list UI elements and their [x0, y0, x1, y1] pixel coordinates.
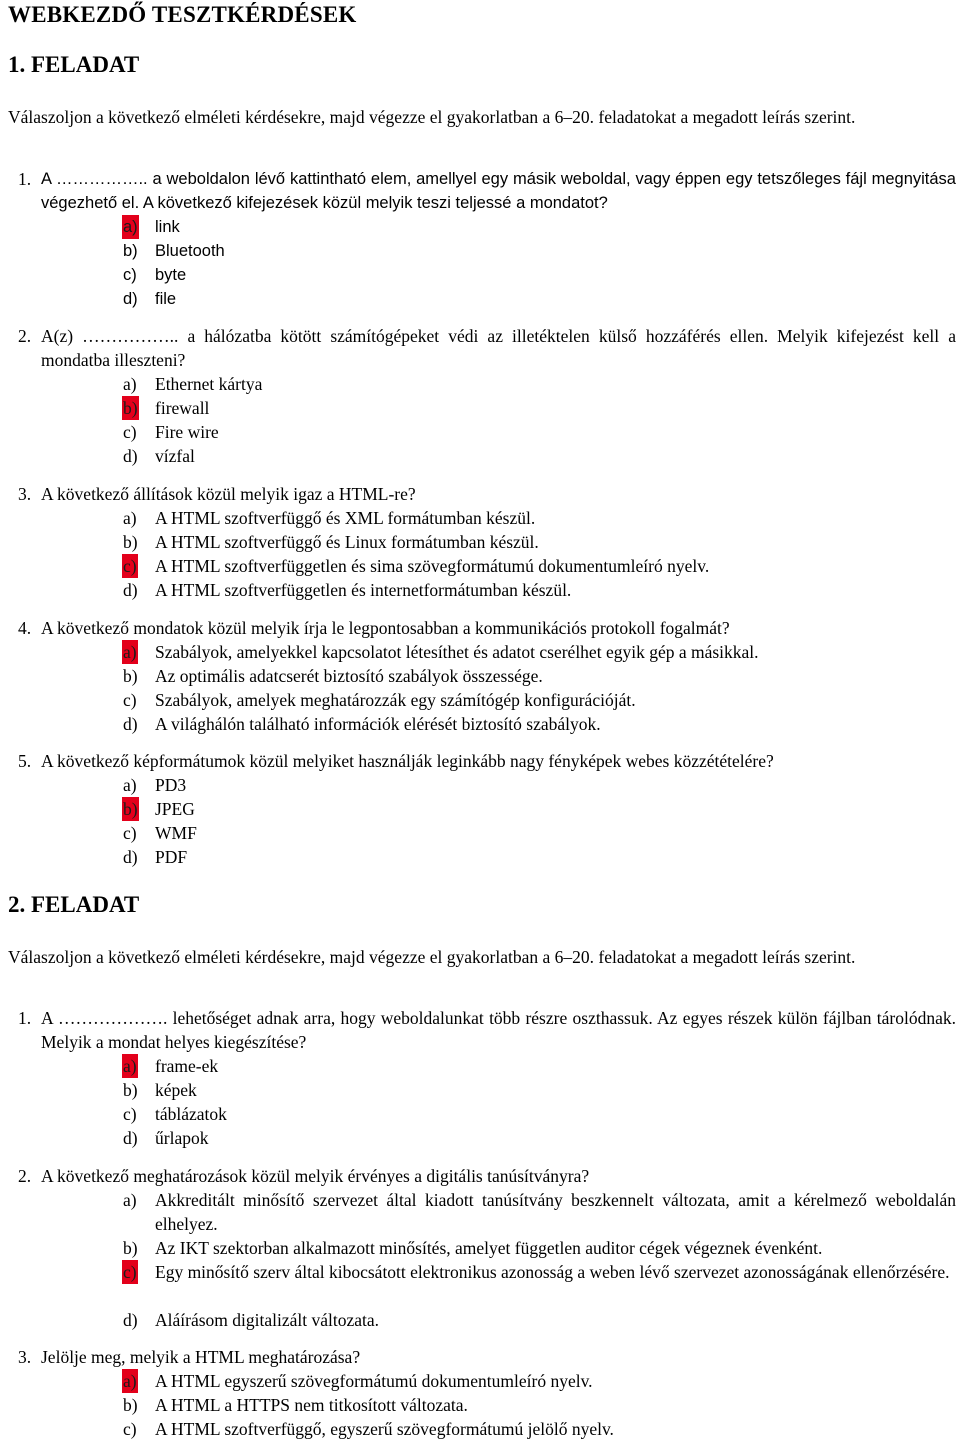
question-text: Jelölje meg, melyik a HTML meghatározása?	[41, 1347, 361, 1367]
answer-letter: d)	[123, 290, 138, 308]
section-intro: Válaszoljon a következő elméleti kérdésekre, majd végezze el gyakorlatban a 6–20. feladatokat a megadott leírás szerint.	[8, 947, 856, 967]
answer-letter-correct: c)	[123, 1262, 137, 1282]
answer-letter: a)	[123, 374, 137, 394]
section-intro: Válaszoljon a következő elméleti kérdésekre, majd végezze el gyakorlatban a 6–20. feladatokat a megadott leírás szerint.	[8, 107, 856, 127]
question-text: A ………………. lehetőséget adnak arra, hogy weboldalunkat több részre oszthassuk. Az egyes részek külön fájlban tárolódnak. Melyik a mondat helyes kiegészítése?	[41, 1008, 956, 1052]
answer-letter: d)	[123, 580, 138, 600]
question-number: 3.	[18, 1347, 32, 1367]
question-number: 2.	[18, 1166, 32, 1186]
question-number: 1.	[18, 1008, 32, 1028]
option-text: Akkreditált minősítő szervezet által kiadott tanúsítvány beszkennelt változata, amit a kérelmező weboldalán elhelyez.	[155, 1190, 956, 1234]
answer-letter-correct: a)	[122, 215, 139, 239]
answer-letter-correct: a)	[123, 1056, 137, 1076]
answer-letter: d)	[123, 847, 138, 867]
answer-letter: b)	[123, 1238, 138, 1258]
option-text: PDF	[155, 847, 188, 867]
answer-letter-correct: a)	[123, 642, 137, 662]
section-heading: 2. FELADAT	[8, 892, 140, 917]
option-text: JPEG	[155, 799, 195, 819]
question-text: A következő mondatok közül melyik írja le legpontosabban a kommunikációs protokoll fogalmát?	[41, 618, 730, 638]
answer-letter: c)	[123, 1104, 137, 1124]
answer-letter: a)	[123, 508, 137, 528]
option-text: frame-ek	[155, 1056, 219, 1076]
answer-letter: b)	[123, 666, 138, 686]
answer-letter: b)	[123, 532, 138, 552]
answer-letter: d)	[123, 714, 138, 734]
question-number: 4.	[18, 618, 32, 638]
answer-letter: c)	[123, 266, 137, 284]
option-text: Az IKT szektorban alkalmazott minősítés, amelyet független auditor cégek végeznek évenként.	[155, 1238, 823, 1258]
option-text: vízfal	[155, 446, 195, 466]
answer-letter: c)	[123, 1419, 137, 1439]
answer-letter: a)	[123, 1190, 137, 1210]
option-text: Az optimális adatcserét biztosító szabályok összessége.	[155, 666, 543, 686]
option-text: A HTML szoftverfüggetlen és internetformátumban készül.	[155, 580, 572, 600]
option-text: Aláírásom digitalizált változata.	[155, 1310, 380, 1330]
option-text: Szabályok, amelyekkel kapcsolatot létesíthet és adatot cserélhet egyik gép a másikkal.	[155, 642, 759, 662]
question-text: A …………….. a weboldalon lévő kattintható elem, amellyel egy másik weboldal, vagy éppen egy tetszőleges fájl megnyitása végezhető el. A következő kifejezések közül melyik teszi teljessé a mondatot?	[41, 170, 956, 212]
option-text: file	[155, 290, 177, 308]
document-title: WEBKEZDŐ TESZTKÉRDÉSEK	[8, 2, 357, 27]
option-text: Egy minősítő szerv által kibocsátott elektronikus azonosság a weben lévő szervezet azonosságának ellenőrzésére.	[155, 1262, 950, 1282]
option-text: Bluetooth	[155, 242, 225, 260]
question-text: A következő képformátumok közül melyiket használják leginkább nagy fényképek webes közzétételére?	[41, 751, 774, 771]
option-text: táblázatok	[155, 1104, 227, 1124]
option-text: A HTML szoftverfüggő és XML formátumban készül.	[155, 508, 536, 528]
section-heading: 1. FELADAT	[8, 52, 140, 77]
answer-letter: b)	[123, 1080, 138, 1100]
option-text: Szabályok, amelyek meghatározzák egy számítógép konfigurációját.	[155, 690, 636, 710]
question-number: 1.	[18, 169, 32, 189]
question-number: 2.	[18, 326, 32, 346]
answer-letter: b)	[123, 242, 138, 260]
answer-letter-correct: b)	[123, 799, 138, 819]
option-text: A HTML egyszerű szövegformátumú dokumentumleíró nyelv.	[155, 1371, 593, 1391]
answer-letter: c)	[123, 690, 137, 710]
option-text: A világhálón található információk elérését biztosító szabályok.	[155, 714, 601, 734]
answer-letter-correct: b)	[123, 398, 138, 418]
question-text: A következő meghatározások közül melyik érvényes a digitális tanúsítványra?	[41, 1166, 590, 1186]
option-text: A HTML szoftverfüggő, egyszerű szövegformátumú jelölő nyelv.	[155, 1419, 614, 1439]
answer-letter: c)	[123, 422, 137, 442]
option-text: Fire wire	[155, 422, 219, 442]
option-text: Ethernet kártya	[155, 374, 263, 394]
answer-letter: a)	[123, 775, 137, 795]
option-text: PD3	[155, 775, 187, 795]
answer-letter: b)	[123, 1395, 138, 1415]
question-text: A következő állítások közül melyik igaz a HTML-re?	[41, 484, 416, 504]
option-text: link	[155, 218, 180, 236]
question-text: A(z) …………….. a hálózatba kötött számítógépeket védi az illetéktelen külső hozzáférés ellen. Melyik kifejezést kell a mondatba illeszteni?	[41, 326, 956, 370]
answer-letter: d)	[123, 446, 138, 466]
option-text: A HTML a HTTPS nem titkosított változata.	[155, 1395, 468, 1415]
option-text: A HTML szoftverfüggő és Linux formátumban készül.	[155, 532, 539, 552]
option-text: űrlapok	[155, 1128, 209, 1148]
answer-letter-correct: a)	[123, 1371, 137, 1391]
answer-letter: d)	[123, 1128, 138, 1148]
question-number: 5.	[18, 751, 32, 771]
question-number: 3.	[18, 484, 32, 504]
option-text: A HTML szoftverfüggetlen és sima szövegformátumú dokumentumleíró nyelv.	[155, 556, 710, 576]
option-text: firewall	[155, 398, 210, 418]
option-text: képek	[155, 1080, 197, 1100]
answer-letter: c)	[123, 823, 137, 843]
answer-letter-correct: c)	[123, 556, 137, 576]
answer-letter: d)	[123, 1310, 138, 1330]
option-text: WMF	[155, 823, 197, 843]
option-text: byte	[155, 266, 187, 284]
